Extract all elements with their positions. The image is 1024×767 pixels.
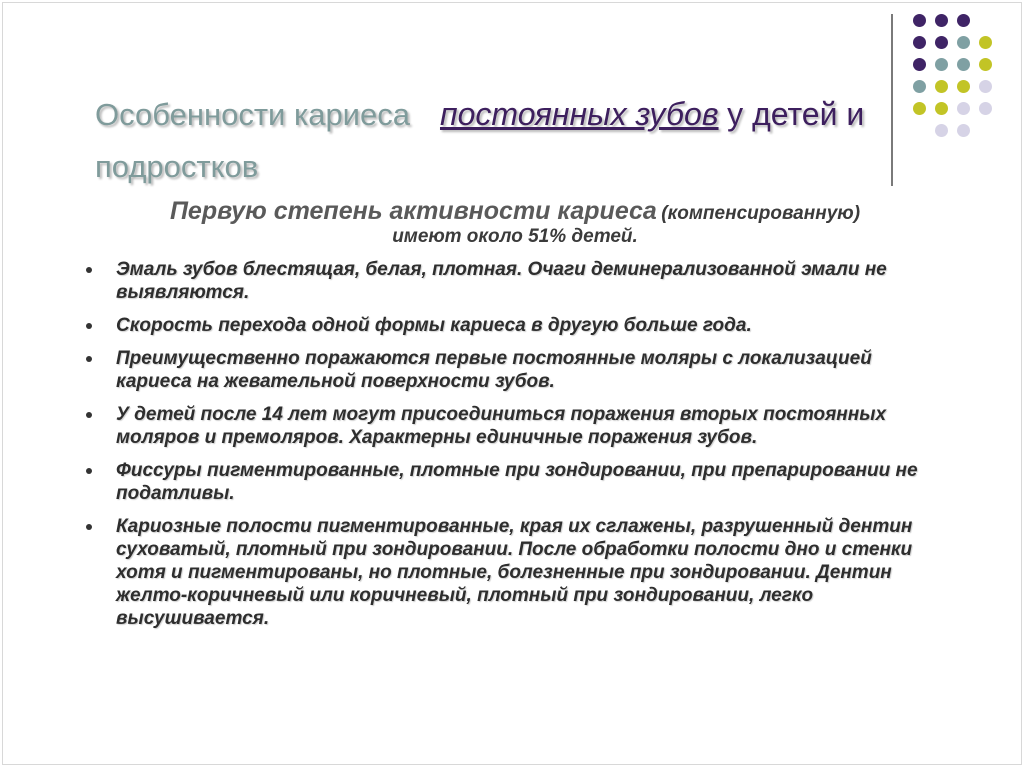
- list-item: Кариозные полости пигментированные, края их сглажены, разрушенный дентин суховатый, плотный при зондировании. После обработки полости дно и стенки хотя и пигментированы, но плотные, болезненные при зондировании. Дентин желто-коричневый или коричневый, плотный при зондировании, легко высушивается.: [72, 515, 942, 630]
- decorative-divider: [891, 14, 893, 186]
- title-part1: Особенности кариеса: [95, 97, 410, 132]
- list-item: Скорость перехода одной формы кариеса в другую больше года.: [72, 314, 942, 337]
- bullet-icon: [86, 267, 92, 273]
- bullet-list: [72, 258, 942, 640]
- subtitle-note: (компенсированную): [661, 203, 861, 224]
- bullet-icon: [86, 468, 92, 474]
- bullet-icon: [86, 356, 92, 362]
- bullet-icon: [86, 412, 92, 418]
- title-part2: у детей и: [727, 96, 865, 132]
- subtitle-main: Первую степень активности кариеса: [169, 197, 657, 225]
- subtitle: [80, 197, 950, 248]
- subtitle-line2: имеют около 51% детей.: [392, 226, 638, 247]
- title-underlined: постоянных зубов: [439, 96, 719, 132]
- list-item: Преимущественно поражаются первые постоянные моляры с локализацией кариеса на жевательной поверхности зубов.: [72, 347, 942, 393]
- list-item: У детей после 14 лет могут присоединиться поражения вторых постоянных моляров и премоляров. Характерны единичные поражения зубов.: [72, 403, 942, 449]
- slide-title: [95, 88, 925, 193]
- list-item: Эмаль зубов блестящая, белая, плотная. Очаги деминерализованной эмали не выявляются.: [72, 258, 942, 304]
- list-item: Фиссуры пигментированные, плотные при зондировании, при препарировании не податливы.: [72, 459, 942, 505]
- bullet-icon: [86, 524, 92, 530]
- bullet-icon: [86, 323, 92, 329]
- title-line2: подростков: [95, 149, 259, 184]
